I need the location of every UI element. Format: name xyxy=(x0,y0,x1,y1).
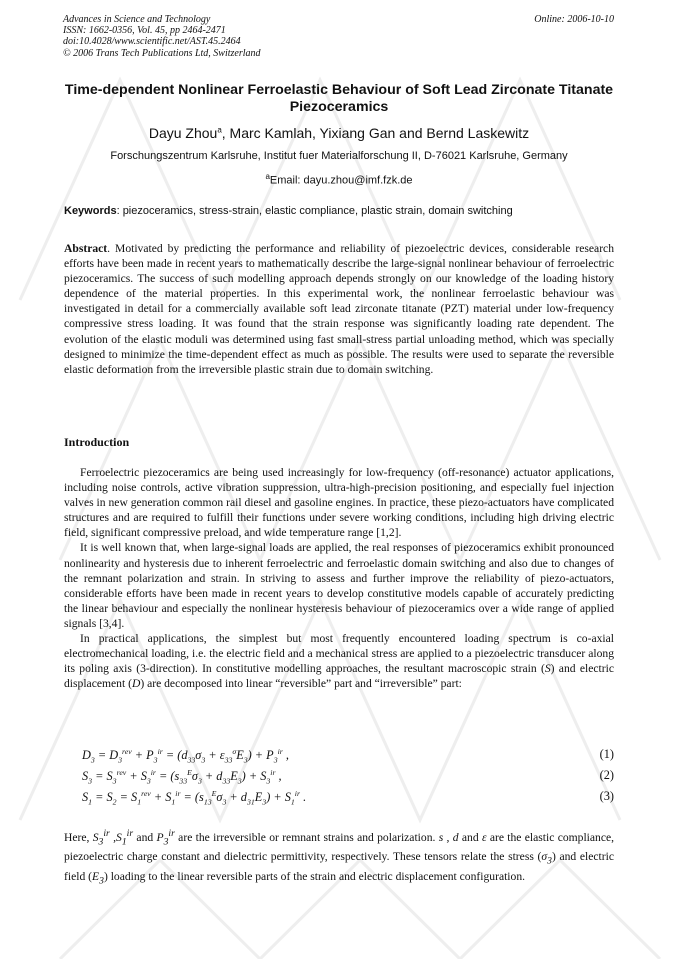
symbol-displacement: D xyxy=(131,677,141,691)
intro-p3-text-c: ) are decomposed into linear “reversible” part and “irreversible” part: xyxy=(140,677,462,691)
post-eq-text-3: are the irreversible or remnant strains and polarization. xyxy=(174,830,439,844)
post-equation-paragraph xyxy=(64,826,614,888)
equation-3-body: $S_1 = S_2 = S_1^{rev} + S_1^{ir} = (s_{13}^E\sigma_3 + d_{31}E_3) + S_1^{ir}$ . xyxy=(82,789,307,807)
keywords-label: Keywords xyxy=(64,205,117,217)
author-rest: , Marc Kamlah, Yixiang Gan and Bernd Laskewitz xyxy=(221,125,530,141)
author-list xyxy=(60,125,618,141)
abstract-text: . Motivated by predicting the performance and reliability of piezoelectric devices, considerable research efforts have been made in recent years to mathematically describe the large-signal nonlinear behaviour of ferroelectric piezoceramics. The success of such modelling approach depends strongly on our knowledge of the loading history dependence of the material properties. In this experimental work, the nonlinear ferroelastic behaviour was investigated in detail for a commercially available soft lead zirconate titanate (PZT) material under low-frequency compressive stress loading. It was found that the strain response was significantly loading rate dependent. The evolution of the elastic moduli was determined using fast small-stress partial unloading method, which was specially designed to minimize the time-dependent effect as much as possible. The results were used to separate the reversible elastic deformation from the irreversible plastic strain due to domain switching. xyxy=(64,242,614,376)
affiliation: Forschungszentrum Karlsruhe, Institut fuer Materialforschung II, D-76021 Karlsruhe, Germany xyxy=(110,150,568,162)
equation-3-number: (3) xyxy=(599,789,614,803)
intro-p3-text-a: In practical applications, the simplest but most frequently encountered loading spectrum is co-axial electromechanical loading, i.e. the electric field and a mechanical stress are applied to a piezoelectric transducer along its poling axis (3-direction). In constitutive modelling approaches, the resultant macroscopic strain ( xyxy=(64,632,614,676)
post-eq-text-4: and xyxy=(458,830,482,844)
email-mark: a xyxy=(265,172,270,181)
keywords xyxy=(64,205,616,217)
intro-p3-text-b: ) and electric displacement ( xyxy=(64,662,614,691)
introduction-body xyxy=(64,465,614,691)
equation-1 xyxy=(82,747,614,768)
journal-name: Advances in Science and Technology xyxy=(63,14,211,25)
abstract-label: Abstract xyxy=(64,242,108,255)
online-date: Online: 2006-10-10 xyxy=(534,14,614,25)
symbol-irreversible-polarization: $P_3^{ir}$ xyxy=(156,828,175,848)
equation-2-number: (2) xyxy=(599,768,614,782)
post-eq-text-2: and xyxy=(133,830,157,844)
equation-1-number: (1) xyxy=(599,747,614,761)
abstract xyxy=(64,241,614,377)
doi-line: doi:10.4028/www.scientific.net/AST.45.2464 xyxy=(63,36,241,48)
equation-2 xyxy=(82,768,614,789)
symbol-irreversible-strains: $S_3^{ir}$ $,S_1^{ir}$ xyxy=(92,828,134,848)
post-eq-text-5: are the elastic compliance, piezoelectric charge constant and dielectric permittivity, respectively. These tensors relate the stress ( xyxy=(64,830,615,864)
post-eq-text-1: Here, xyxy=(64,830,93,844)
copyright-line: © 2006 Trans Tech Publications Ltd, Switzerland xyxy=(63,47,261,59)
keywords-text: : piezoceramics, stress-strain, elastic compliance, plastic strain, domain switching xyxy=(116,205,513,217)
post-equation-text xyxy=(64,826,614,888)
equation-2-body: $S_3 = S_3^{rev} + S_3^{ir} = (s_{33}^E\sigma_3 + d_{33}E_3) + S_3^{ir}$ , xyxy=(82,768,282,786)
post-eq-text-7: ) loading to the linear reversible parts of the strain and electric displacement configuration. xyxy=(103,869,526,883)
paper-title: Time-dependent Nonlinear Ferroelastic Behaviour of Soft Lead Zirconate Titanate Piezoceramics xyxy=(64,82,614,115)
equation-3 xyxy=(82,789,614,810)
equation-1-body: $D_3 = D_3^{rev} + P_3^{ir} = (d_{33}\sigma_3 + \varepsilon_{33}^\sigma E_3) + P_3^{ir}$ , xyxy=(82,747,289,765)
post-eq-text-6: ) and electric field ( xyxy=(64,850,614,883)
intro-paragraph-2: It is well known that, when large-signal loads are applied, the real responses of piezoceramics exhibit pronounced nonlinearity and hysteresis due to inherent ferroelectric and ferroelastic domain switching and also due to changes of the remnant polarization and strain. In striving to assess and further improve the reliability of piezo-actuators, considerable efforts have been made in recent years to develop constitutive models capable of accurately predicting the linear behaviour and especially the nonlinear hysteresis behaviour of piezoceramics over a wide range of applied signals [3,4]. xyxy=(64,541,614,630)
symbol-stress: $\sigma_3$ xyxy=(541,850,552,867)
issn-line: ISSN: 1662-0356, Vol. 45, pp 2464-2471 xyxy=(63,25,226,37)
author-first: Dayu Zhou xyxy=(148,125,218,141)
author-affil-mark: a xyxy=(217,125,222,135)
email-line xyxy=(60,172,618,187)
equations-block xyxy=(82,747,614,810)
journal-header xyxy=(63,14,261,59)
intro-paragraph-3 xyxy=(64,631,614,691)
symbol-electric-field: $E_3$ xyxy=(92,869,104,886)
section-heading-introduction: Introduction xyxy=(64,435,130,449)
symbol-compliance-charge: s , d xyxy=(438,830,459,844)
symbol-permittivity: ε xyxy=(481,830,487,844)
intro-paragraph-1: Ferroelectric piezoceramics are being used increasingly for low-frequency (off-resonance) actuator applications, including noise controls, active vibration suppression, ultra-high-precision positioning, and especially fuel injection valves in new generation common rail diesel and gasoline engines. In practice, these piezo-actuators have complicated structures and are required to fulfill their functions under severe working conditions, including high driving electric field, significant compressive preload, and wide temperature range [1,2]. xyxy=(64,466,614,540)
email-text: Email: dayu.zhou@imf.fzk.de xyxy=(269,174,413,187)
symbol-strain: S xyxy=(544,662,551,676)
